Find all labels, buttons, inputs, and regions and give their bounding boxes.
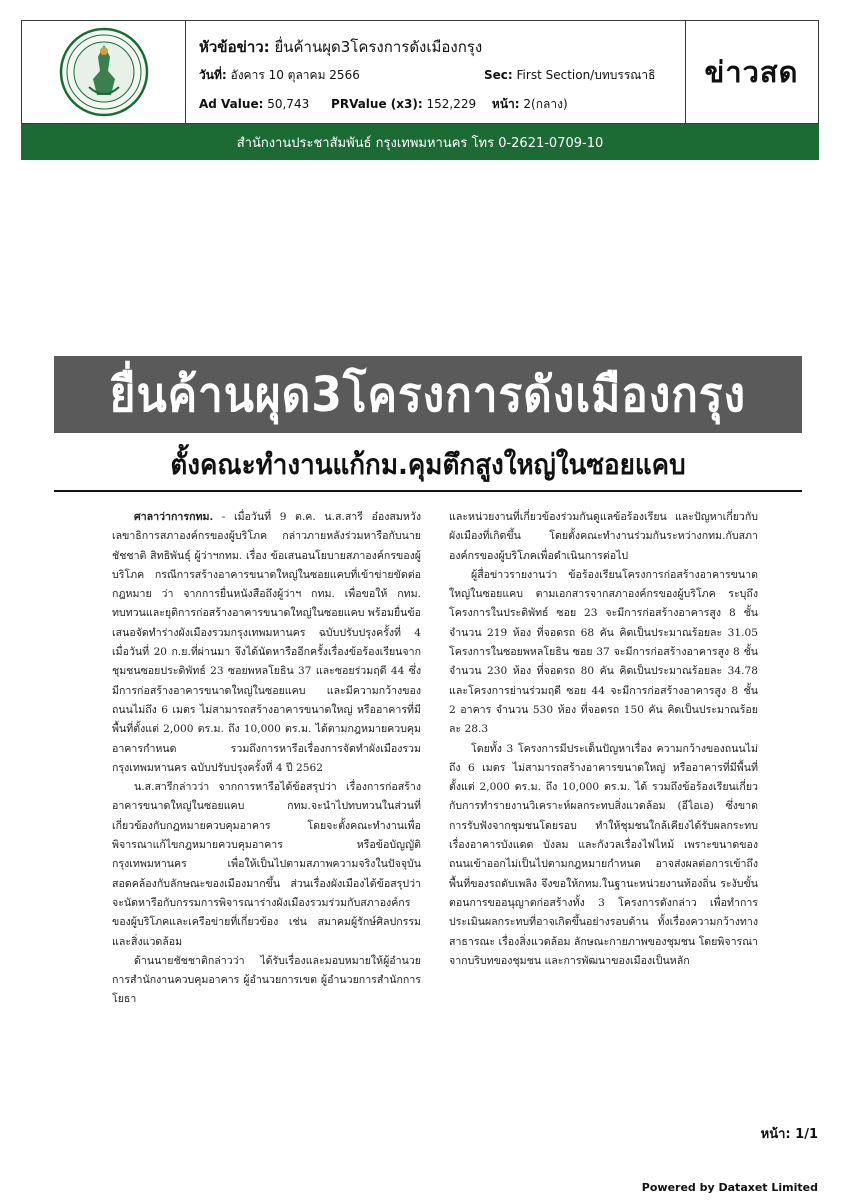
- section-label: Sec:: [484, 68, 513, 82]
- ad-value-label: Ad Value:: [199, 97, 264, 111]
- col1-p1-text: - เมื่อวันที่ 9 ต.ค. น.ส.สารี อ๋องสมหวัง เลขาธิการสภาองค์กรของผู้บริโภค กล่าวภายหลังร่วมหารือกับนายชัชชาติ สิทธิพันธุ์ ผู้ว่าฯกทม. เรื่อง ข้อเสนอนโยบายสภาองค์กรของผู้บริโภค กรณีการสร้างอาคารขนาดใหญ่ในซอยแคบที่เข้าข่ายขัดต่อกฎหมาย ว่า จากการยื่นหนังสือถึงผู้ว่าฯ กทม. เพื่อขอให้ กทม. ทบทวนและยุติการก่อสร้างอาคารขนาดใหญ่ในซอยแคบ พร้อมยื่นข้อเสนอจัดทำร่างผังเมืองรวมกรุงเทพมหานคร ฉบับปรับปรุงครั้งที่ 4 เมื่อวันที่ 20 ก.ย.ที่ผ่านมา จึงได้นัดหารืออีกครั้งเรื่องข้อร้องเรียนจากชุมชนซอยประดิพัทธ์ 23 ซอยพหลโยธิน 37 และซอยร่วมฤดี 44 ซึ่งมีการก่อสร้างอาคารขนาดใหญ่ในซอยแคบ และมีความกว้างของถนนไม่ถึง 6 เมตร ไม่สามารถสร้างอาคารขนาดใหญ่ หรืออาคารที่มีพื้นที่ตั้งแต่ 2,000 ตร.ม. ถึง 10,000 ตร.ม. ได้ตามกฎหมายควบคุมอาคารกำหนด รวมถึงการหารือเรื่องการจัดทำผังเมืองรวมกรุงเทพมหานคร ฉบับปรับปรุงครั้งที่ 4 ปี 2562: [112, 511, 421, 774]
- clipping-info: [185, 21, 686, 123]
- topic-row: [199, 35, 482, 59]
- headline-box: [54, 356, 802, 433]
- powered-by: Powered by Dataxet Limited: [641, 1181, 818, 1194]
- col1-paragraph-3: ด้านนายชัชชาติกล่าวว่า ได้รับเรื่องและมอบหมายให้ผู้อำนวยการสำนักงานควบคุมอาคาร ผู้อำนวยการเขต ผู้อำนวยการสำนักการโยธา: [112, 954, 421, 1006]
- col2-paragraph-3: โดยทั้ง 3 โครงการมีประเด็นปัญหาเรื่อง ความกว้างของถนนไม่ถึง 6 เมตร ไม่สามารถสร้างอาคารขนาดใหญ่ หรืออาคารที่มีพื้นที่ตั้งแต่ 2,000 ตร.ม. ถึง 10,000 ตร.ม. ได้ รวมถึงข้อร้องเรียนเกี่ยวกับการทำรายงานวิเคราะห์ผลกระทบสิ่งแวดล้อม (อีไอเอ) ซึ่งขาดการรับฟังจากชุมชนโดยรอบ ทำให้ชุมชนใกล้เคียงได้รับผลกระทบเรื่องอาคารบังแดด บังลม และกังวลเรื่องไฟไหม้ เพราะขนาดของถนนเข้าออกไม่เป็นไปตามกฎหมายกำหนด อาจส่งผลต่อการเข้าถึงพื้นที่ของรถดับเพลิง จึงขอให้กทม.ในฐานะหน่วยงานท้องถิ่น ระงับขั้นตอนการขออนุญาตก่อสร้างทั้ง 3 โครงการดังกล่าว เพื่อทำการประเมินผลกระทบที่อาจเกิดขึ้นอย่างรอบด้าน ทั้งเรื่องความกว้างทางสาธารณะ เรื่องสิ่งแวดล้อม ลักษณะกายภาพของชุมชน โดยพิจารณาจากบริบทของชุมชน และการพัฒนาของเมืองเป็นหลัก: [449, 742, 758, 967]
- article-dateline: ศาลาว่าการกทม.: [134, 511, 214, 523]
- pr-value: 152,229: [426, 97, 477, 111]
- page-label: หน้า:: [491, 97, 520, 111]
- topic-value: ยื่นค้านผุด3โครงการดังเมืองกรุง: [274, 38, 483, 56]
- date-label: วันที่:: [199, 68, 227, 82]
- pr-value-label: PRValue (x3):: [331, 97, 423, 111]
- newspaper-brand: ข่าวสด: [704, 55, 799, 89]
- ad-value: 50,743: [267, 97, 310, 111]
- col2-paragraph-1: และหน่วยงานที่เกี่ยวข้องร่วมกันดูแลข้อร้องเรียน และปัญหาเกี่ยวกับผังเมืองที่เกิดขึ้น โดยตั้งคณะทำงานร่วมกันระหว่างกทม.กับสภาองค์กรของผู้บริโภคเพื่อดำเนินการต่อไป: [449, 511, 758, 562]
- section-value: First Section/บทบรรณาธิ: [516, 68, 656, 82]
- date-value: อังคาร 10 ตุลาคม 2566: [230, 68, 360, 82]
- article-column-2: [449, 508, 758, 971]
- page-value: 2(กลาง): [523, 97, 568, 111]
- col1-paragraph-2: น.ส.สารีกล่าวว่า จากการหารือได้ข้อสรุปว่า เรื่องการก่อสร้างอาคารขนาดใหญ่ในซอยแคบ กทม.จะนำไปทบทวนในส่วนที่เกี่ยวข้องกับกฎหมายควบคุมอาคาร โดยจะตั้งคณะทำงานเพื่อพิจารณาแก้ไขกฎหมายควบคุมอาคาร หรือข้อบัญญัติกรุงเทพมหานคร เพื่อให้เป็นไปตามสภาพความจริงในปัจจุบัน สอดคล้องกับลักษณะของเมืองมากขึ้น ส่วนเรื่องผังเมืองได้ข้อสรุปว่าจะนัดหารือกับกรรมการพิจารณาร่างผังเมืองรวมร่วมกับสภาองค์กรของผู้บริโภคและเครือข่ายที่เกี่ยวข้อง เช่น สมาคมผู้รักษ์ศิลปกรรมและสิ่งแวดล้อม: [112, 781, 421, 948]
- date-row: [199, 66, 656, 85]
- page-indicator: หน้า: 1/1: [760, 1127, 818, 1142]
- newspaper-brand-cell: [685, 21, 818, 123]
- headline: ยื่นค้านผุด3โครงการดังเมืองกรุง: [109, 366, 747, 423]
- logo-cell: [22, 21, 186, 123]
- article-column-1: [112, 508, 421, 1010]
- bangkok-seal-logo: [59, 27, 149, 117]
- section-info: [484, 66, 655, 85]
- pr-office-banner: [21, 124, 819, 160]
- subheadline: ตั้งคณะทำงานแก้กม.คุมตึกสูงใหญ่ในซอยแคบ: [170, 448, 686, 481]
- news-clipping-header: [21, 20, 819, 124]
- col2-paragraph-2: ผู้สื่อข่าวรายงานว่า ข้อร้องเรียนโครงการก่อสร้างอาคารขนาดใหญ่ในซอยแคบ ตามเอกสารจากสภาองค์กรของผู้บริโภค ระบุถึงโครงการในประดิพัทธ์ ซอย 23 จะมีการก่อสร้างอาคารสูง 8 ชั้น จำนวน 219 ห้อง ที่จอดรถ 68 คัน คิดเป็นประมาณร้อยละ 31.05 โครงการในซอยพหลโยธิน ซอย 37 จะมีการก่อสร้างอาคารสูง 8 ชั้น จำนวน 230 ห้อง ที่จอดรถ 80 คัน คิดเป็นประมาณร้อยละ 34.78 และโครงการย่านร่วมฤดี ซอย 44 จะมีการก่อสร้างอาคารสูง 8 ชั้น 2 อาคาร จำนวน 530 ห้อง ที่จอดรถ 150 คัน คิดเป็นประมาณร้อยละ 28.3: [449, 568, 758, 736]
- pr-office-text: สำนักงานประชาสัมพันธ์ กรุงเทพมหานคร โทร 0-2621-0709-10: [236, 135, 604, 151]
- col1-paragraph-1: [112, 508, 421, 778]
- value-row: [199, 95, 568, 114]
- subheadline-box: [54, 440, 802, 492]
- topic-label: หัวข้อข่าว:: [199, 38, 270, 56]
